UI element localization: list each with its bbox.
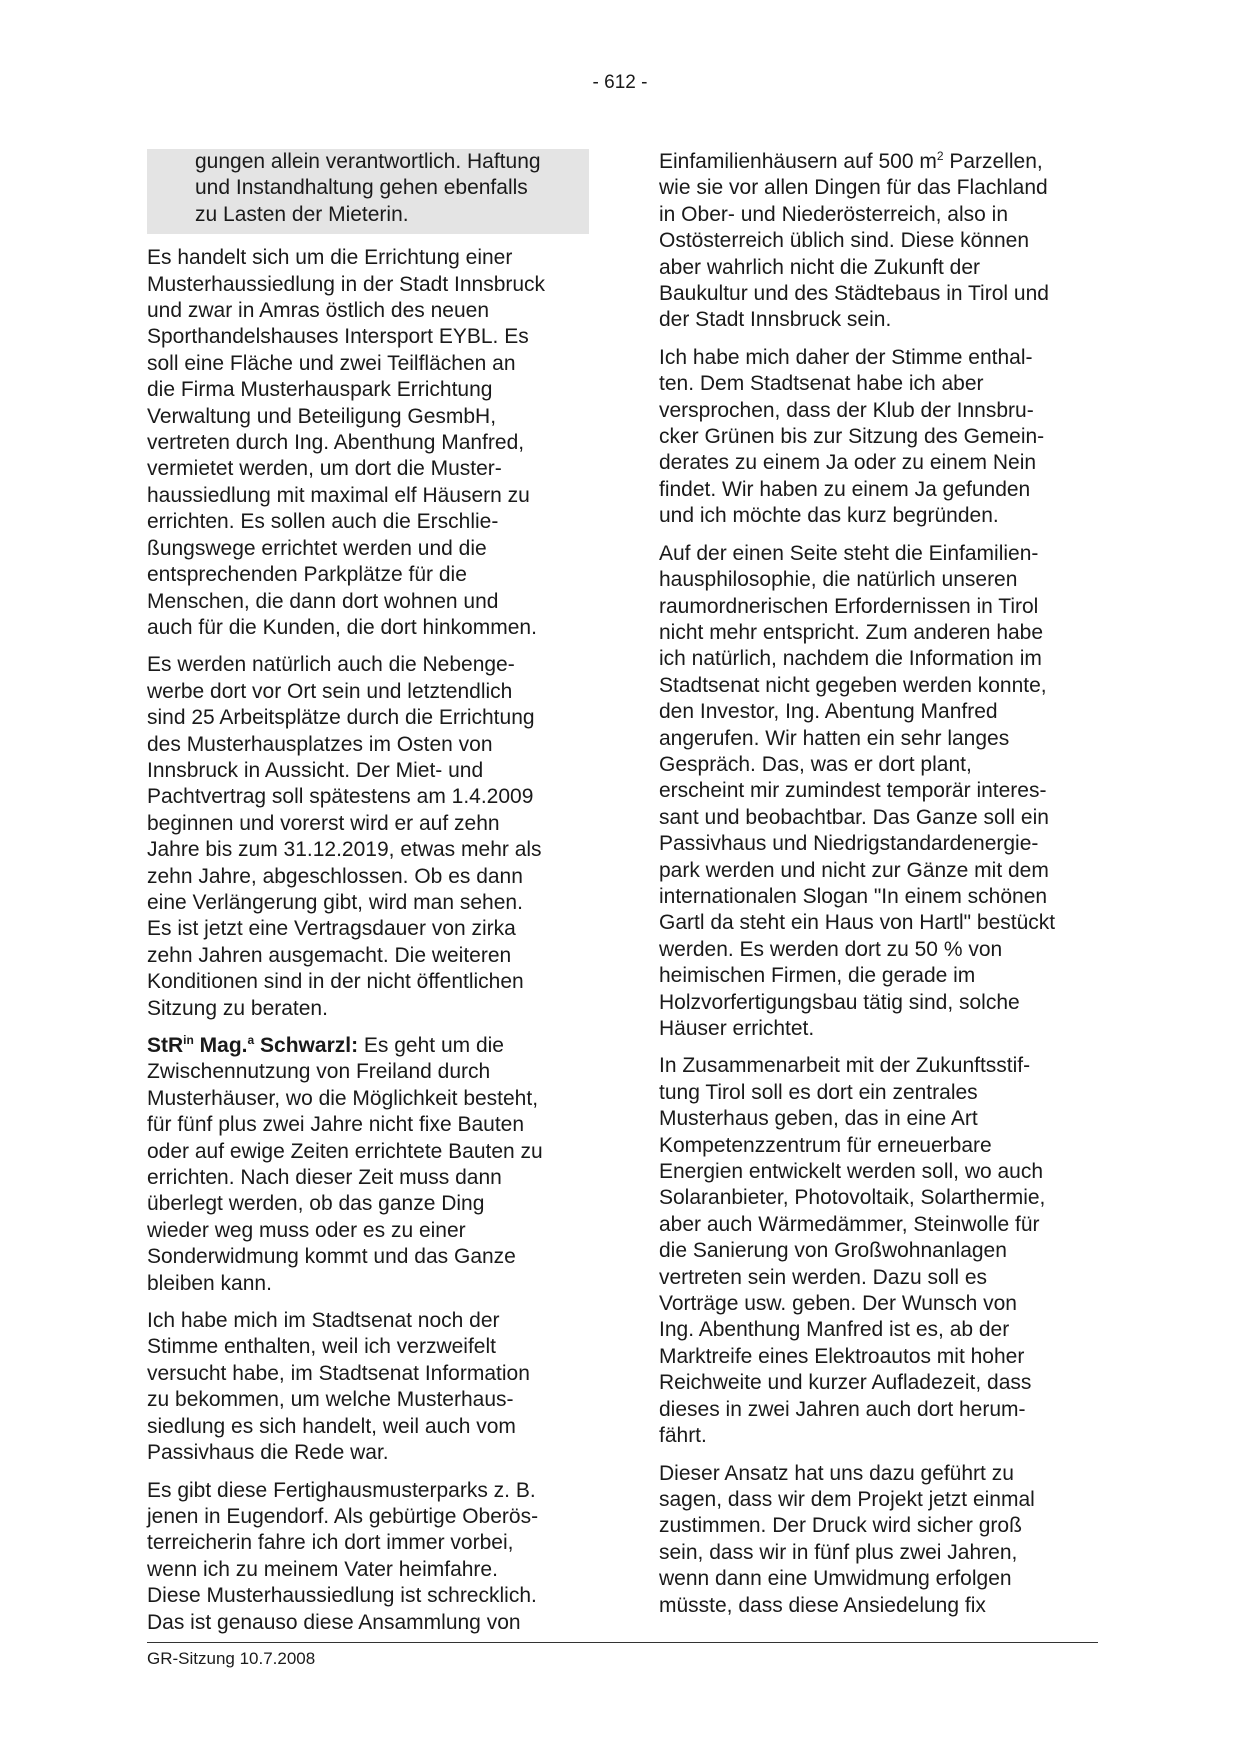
superscript: 2	[936, 149, 944, 163]
paragraph: In Zusammenarbeit mit der Zukunftsstif- tung Tirol soll es dort ein zentrales Musterhaus geben, das in eine Art Kompetenzzentrum für erneuerbare Energien entwickelt werden soll, wo auch Solaranbieter, Photovoltaik, Solarthermie, aber auch Wärmedämmer, Steinwolle für die Sanierung von Großwohnanlagen vertreten sein werden. Dazu soll es Vorträge usw. geben. Der Wunsch von Ing. Abenthung Manfred ist es, ab der Marktreife eines Elektroautos mit hoher Reichweite und kurzer Aufladezeit, dass dieses in zwei Jahren auch dort herum- fährt.	[659, 1054, 1046, 1448]
paragraph	[659, 149, 1099, 334]
paragraph-text: Parzellen, wie sie vor allen Dingen für das Flachland in Ober- und Niederösterreich, also in Ostösterreich üblich sind. Diese können aber wahrlich nicht die Zukunft der Baukultur und des Städtebaus in Tirol und der Stadt Innsbruck sein.	[659, 150, 1049, 332]
shaded-block: gungen allein verantwortlich. Haftung und Instandhaltung gehen ebenfalls zu Lasten der Mieterin.	[147, 149, 589, 234]
paragraph: Es werden natürlich auch die Nebenge- werbe dort vor Ort sein und letztendlich sind 25 Arbeitsplätze durch die Errichtung des Musterhausplatzes im Osten von Innsbruck in Aussicht. Der Miet- und Pachtvertrag soll spätestens am 1.4.2009 beginnen und vorerst wird er auf zehn Jahre bis zum 31.12.2019, etwas mehr als zehn Jahre, abgeschlossen. Ob es dann eine Verlängerung gibt, wird man sehen. Es ist jetzt eine Vertragsdauer von zirka zehn Jahren ausgemacht. Die weiteren Konditionen sind in der nicht öffentlichen Sitzung zu beraten.	[147, 653, 542, 1020]
speaker-surname: Schwarzl:	[254, 1034, 359, 1057]
paragraph: Es gibt diese Fertighausmusterparks z. B. jenen in Eugendorf. Als gebürtige Oberös- terreicherin fahre ich dort immer vorbei, wenn ich zu meinem Vater heimfahre. Diese Musterhaussiedlung ist schrecklich. Das ist genauso diese Ansammlung von	[147, 1478, 539, 1634]
left-column	[147, 149, 589, 1647]
speaker-paragraph	[147, 1033, 589, 1297]
right-column	[659, 149, 1099, 1630]
paragraph: Es handelt sich um die Errichtung einer Musterhaussiedlung in der Stadt Innsbruck und zwar in Amras östlich des neuen Sporthandelshauses Intersport EYBL. Es soll eine Fläche und zwei Teilflächen an die Firma Musterhauspark Errichtung Verwaltung und Beteiligung GesmbH, vertreten durch Ing. Abenthung Manfred, vermietet werden, um dort die Muster- haussiedlung mit maximal elf Häusern zu errichten. Es sollen auch die Erschlie- ßungswege errichtet werden und die entsprechenden Parkplätze für die Menschen, die dann dort wohnen und auch für die Kunden, die dort hinkommen.	[147, 246, 546, 639]
paragraph: Ich habe mich daher der Stimme enthal- ten. Dem Stadtsenat habe ich aber versprochen, dass der Klub der Innsbru- cker Grünen bis zur Sitzung des Gemein- derates zu einem Ja oder zu einem Nein findet. Wir haben zu einem Ja gefunden und ich möchte das kurz begründen.	[659, 345, 1045, 528]
speaker-title: StR	[147, 1034, 184, 1057]
paragraph: Ich habe mich im Stadtsenat noch der Stimme enthalten, weil ich verzweifelt versucht habe, im Stadtsenat Information zu bekommen, um welche Musterhaus- siedlung es sich handelt, weil auch vom Passivhaus die Rede war.	[147, 1309, 530, 1465]
page-number: - 612 -	[592, 72, 648, 93]
speaker-name	[147, 1034, 358, 1057]
speaker-degree: Mag.	[193, 1034, 248, 1057]
speaker-title-suffix: in	[183, 1033, 194, 1047]
footer-divider	[147, 1642, 1098, 1643]
footer-text: GR-Sitzung 10.7.2008	[147, 1649, 316, 1668]
speaker-statement: Es geht um die Zwischennutzung von Freiland durch Musterhäuser, wo die Möglichkeit besteht, für fünf plus zwei Jahre nicht fixe Bauten oder auf ewige Zeiten errichtete Bauten zu errichten. Nach dieser Zeit muss dann überlegt werden, ob das ganze Ding wieder weg muss oder es zu einer Sonderwidmung kommt und das Ganze bleiben kann.	[147, 1034, 543, 1295]
paragraph: Dieser Ansatz hat uns dazu geführt zu sagen, dass wir dem Projekt jetzt einmal zustimmen. Der Druck wird sicher groß sein, dass wir in fünf plus zwei Jahren, wenn dann eine Umwidmung erfolgen müsste, dass diese Ansiedelung fix	[659, 1461, 1035, 1617]
paragraph-text: Einfamilienhäusern auf 500 m	[659, 150, 937, 173]
speaker-degree-suffix: a	[247, 1033, 255, 1047]
paragraph: Auf der einen Seite steht die Einfamilien- hausphilosophie, die natürlich unseren raumordnerischen Erfordernissen in Tirol nicht mehr entspricht. Zum anderen habe ich natürlich, nachdem die Information im Stadtsenat nicht gegeben werden konnte, den Investor, Ing. Abentung Manfred angerufen. Wir hatten ein sehr langes Gespräch. Das, was er dort plant, erscheint mir zumindest temporär interes- sant und beobachtbar. Das Ganze soll ein Passivhaus und Niedrigstandardenergie- park werden und nicht zur Gänze mit dem internationalen Slogan "In einem schönen Gartl da steht ein Haus von Hartl" bestückt werden. Es werden dort zu 50 % von heimischen Firmen, die gerade im Holzvorfertigungsbau tätig sind, solche Häuser errichtet.	[659, 541, 1056, 1040]
